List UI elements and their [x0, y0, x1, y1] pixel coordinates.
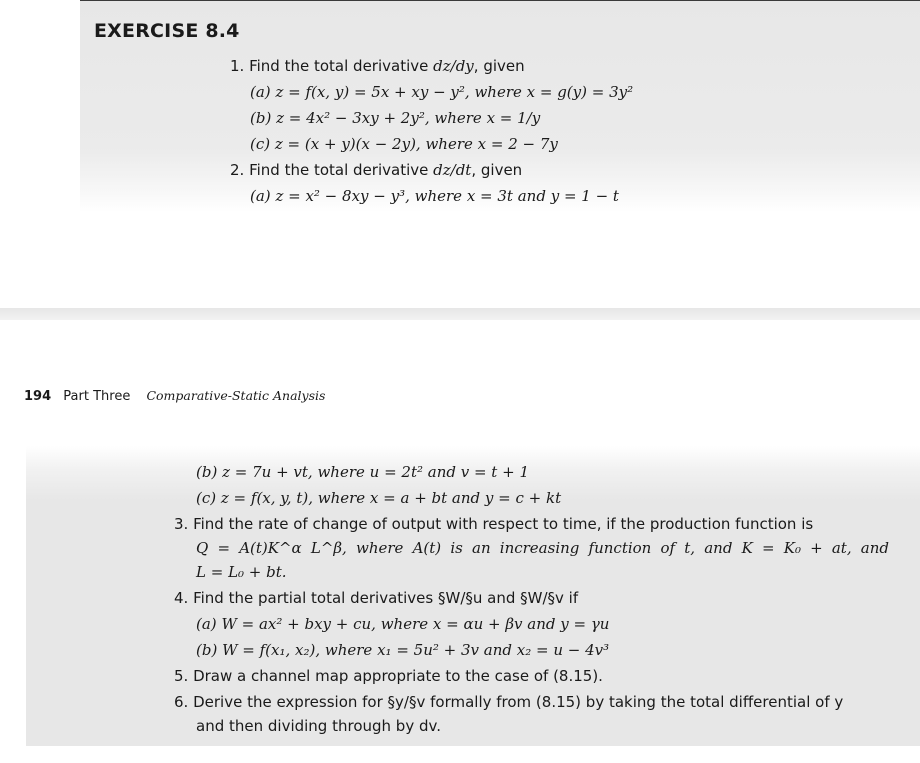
part-label: Part Three [63, 389, 131, 404]
item-formula: z = f(x, y) = 5x + xy − y², where x = g(y) = 3y² [275, 83, 634, 101]
sub-label: (b) [196, 463, 218, 481]
page-number: 194 [24, 389, 52, 404]
exercise-item-4a [196, 614, 609, 634]
sub-label: (a) [250, 83, 271, 101]
exercise-panel-top [80, 0, 920, 212]
item-formula: z = 4x² − 3xy + 2y², where x = 1/y [276, 109, 541, 127]
item-formula: L = L₀ + bt. [196, 563, 287, 581]
item-number: 6. [174, 693, 189, 711]
item-math: dz/dt [433, 161, 472, 179]
item-number: 3. [174, 515, 189, 533]
sub-label: (c) [196, 489, 217, 507]
item-formula: z = 7u + vt, where u = 2t² and v = t + 1 [222, 463, 529, 481]
item-formula: W = f(x₁, x₂), where x₁ = 5u² + 3v and x₂ = u − 4v³ [222, 641, 610, 659]
item-number: 1. [230, 57, 245, 75]
sub-label: (b) [196, 641, 218, 659]
exercise-item-6-cont [196, 716, 441, 736]
item-math: dz/dy [433, 57, 474, 75]
item-number: 4. [174, 589, 189, 607]
item-text: Find the partial total derivatives §W/§u and §W/§v if [193, 589, 579, 607]
exercise-item-2c [196, 488, 561, 508]
running-header [24, 388, 325, 404]
sub-label: (b) [250, 109, 272, 127]
item-formula: z = (x + y)(x − 2y), where x = 2 − 7y [274, 135, 558, 153]
exercise-item-1b [250, 108, 540, 128]
exercise-item-5 [174, 666, 603, 686]
sub-label: (a) [196, 615, 217, 633]
item-formula: Q = A(t)K^α L^β, where A(t) is an increasing function of t, and K = K₀ + at, and [196, 539, 889, 557]
item-formula: z = x² − 8xy − y³, where x = 3t and y = 1 − t [275, 187, 619, 205]
exercise-item-2b [196, 462, 529, 482]
exercise-item-3-end [196, 562, 287, 582]
sub-label: (a) [250, 187, 271, 205]
item-text: and then dividing through by dv. [196, 717, 441, 735]
exercise-item-1c [250, 134, 558, 154]
exercise-item-4 [174, 588, 578, 608]
exercise-item-2 [230, 160, 522, 180]
exercise-item-3 [174, 514, 813, 534]
item-suffix: , given [473, 57, 525, 75]
exercise-item-3-cont [196, 538, 889, 558]
page-divider [0, 308, 920, 320]
item-text: Draw a channel map appropriate to the case of (8.15). [193, 667, 603, 685]
exercise-item-1 [230, 56, 525, 76]
exercise-item-4b [196, 640, 609, 660]
item-number: 5. [174, 667, 189, 685]
exercise-item-6 [174, 692, 843, 712]
item-text: Find the total derivative [249, 57, 429, 75]
item-text: Derive the expression for §y/§v formally from (8.15) by taking the total differential of y [193, 693, 844, 711]
item-text: Find the rate of change of output with respect to time, if the production function is [193, 515, 814, 533]
sub-label: (c) [250, 135, 271, 153]
item-number: 2. [230, 161, 245, 179]
item-text: Find the total derivative [249, 161, 429, 179]
item-formula: z = f(x, y, t), where x = a + bt and y = c + kt [220, 489, 562, 507]
exercise-title: EXERCISE 8.4 [94, 20, 240, 42]
exercise-item-1a [250, 82, 633, 102]
chapter-title: Comparative-Static Analysis [146, 388, 326, 403]
item-formula: W = ax² + bxy + cu, where x = αu + βv and y = γu [221, 615, 610, 633]
item-suffix: , given [471, 161, 523, 179]
exercise-item-2a [250, 186, 619, 206]
